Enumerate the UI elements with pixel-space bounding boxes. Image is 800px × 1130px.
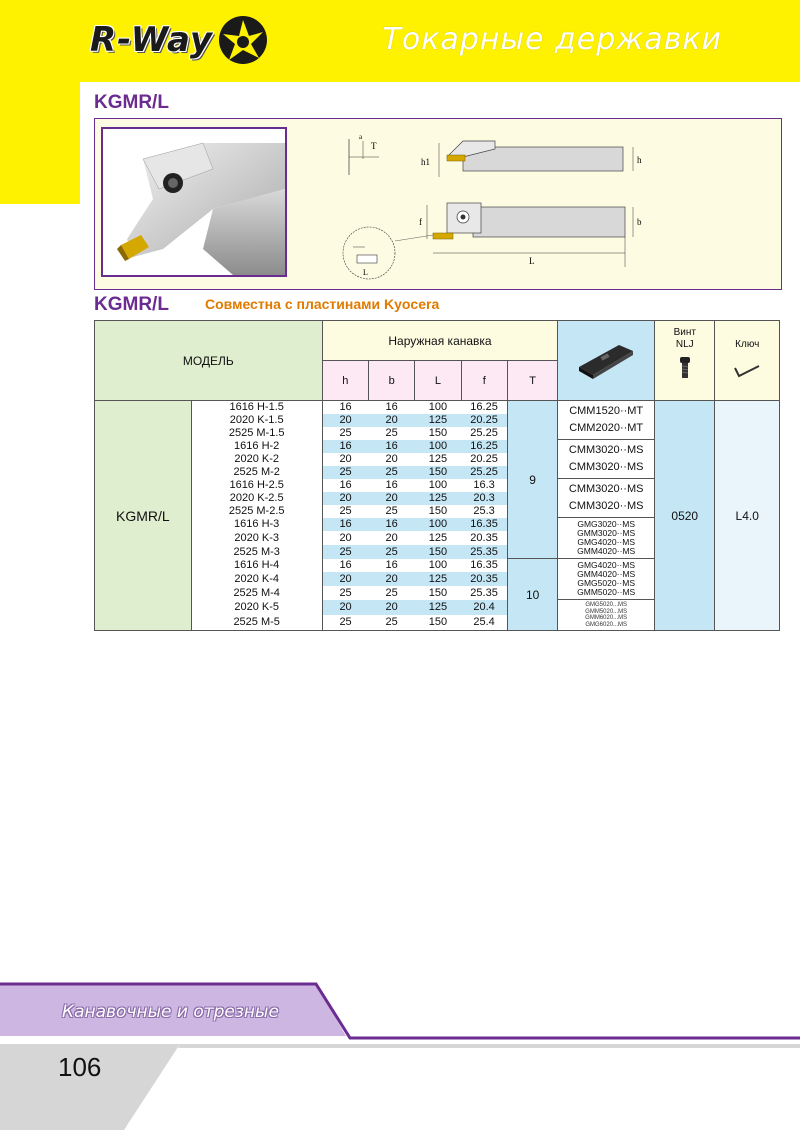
cell-h: 25 xyxy=(322,586,368,600)
cell-b: 16 xyxy=(368,559,414,573)
header-external-groove: Наружная канавка xyxy=(322,321,558,361)
cell-f: 20.35 xyxy=(461,531,507,545)
label-a: a xyxy=(359,133,363,141)
cell-f: 16.25 xyxy=(461,440,507,453)
cell-b: 16 xyxy=(368,440,414,453)
product-photo xyxy=(101,127,287,277)
cell-b: 16 xyxy=(368,518,414,532)
logo-mark-icon xyxy=(217,14,269,66)
header-key xyxy=(715,321,780,401)
cell-L: 150 xyxy=(415,615,461,631)
cell-f: 16.3 xyxy=(461,479,507,492)
cell-h: 25 xyxy=(322,427,368,440)
cell-f: 25.35 xyxy=(461,545,507,559)
cell-h: 25 xyxy=(322,545,368,559)
table-row-code: 2525 M-5 xyxy=(191,615,322,631)
cell-f: 20.4 xyxy=(461,600,507,615)
model-name-cell: KGMR/L xyxy=(95,401,192,631)
insert-item: GMG4020··MS xyxy=(577,560,635,570)
cell-b: 20 xyxy=(368,414,414,427)
cell-L: 125 xyxy=(415,414,461,427)
insert-group-2 xyxy=(558,440,655,479)
table-row-code: 1616 H-2 xyxy=(191,440,322,453)
cell-L: 125 xyxy=(415,531,461,545)
screw-value-cell: 0520 xyxy=(655,401,715,631)
insert-group-5 xyxy=(558,559,655,600)
label-L: L xyxy=(529,256,535,266)
table-row-code: 1616 H-4 xyxy=(191,559,322,573)
cell-L: 125 xyxy=(415,600,461,615)
header-side-block xyxy=(0,82,80,204)
insert-item: GMG5020...MS xyxy=(585,602,628,608)
cell-L: 150 xyxy=(415,427,461,440)
insert-item: CMM2020··MT xyxy=(569,422,644,434)
insert-item: GMM5020...MS xyxy=(585,608,628,615)
dimension-drawing-svg xyxy=(335,127,675,283)
table-row-code: 2020 K-3 xyxy=(191,531,322,545)
table-row-code: 2525 M-2 xyxy=(191,466,322,479)
insert-item: GMM3020··MS xyxy=(577,528,636,538)
cell-b: 25 xyxy=(368,427,414,440)
cell-L: 100 xyxy=(415,518,461,532)
insert-group-6 xyxy=(558,600,655,631)
cell-b: 20 xyxy=(368,531,414,545)
cell-L: 125 xyxy=(415,572,461,586)
insert-item: GMG6020...MS xyxy=(585,621,628,628)
header-screw-line1: Винт xyxy=(673,327,696,338)
drawing-panel xyxy=(94,118,782,290)
header-title: Токарные державки xyxy=(382,22,722,57)
section-title-2: KGMR/L xyxy=(94,294,169,315)
header-model: МОДЕЛЬ xyxy=(95,321,323,401)
cell-L: 100 xyxy=(415,479,461,492)
header-key-label: Ключ xyxy=(735,339,760,350)
cell-f: 16.35 xyxy=(461,559,507,573)
insert-item: CMM3020··MS xyxy=(568,461,644,473)
cell-h: 16 xyxy=(322,559,368,573)
cell-h: 25 xyxy=(322,615,368,631)
table-row-code: 2525 M-3 xyxy=(191,545,322,559)
cell-f: 20.35 xyxy=(461,572,507,586)
cell-b: 20 xyxy=(368,453,414,466)
cell-f: 25.35 xyxy=(461,586,507,600)
column-f: f xyxy=(461,361,507,401)
table-row-code: 2020 K-2 xyxy=(191,453,322,466)
cell-h: 20 xyxy=(322,600,368,615)
label-f: f xyxy=(419,217,422,227)
section-subtitle: Совместна с пластинами Kyocera xyxy=(205,296,440,312)
insert-icon xyxy=(571,337,641,381)
insert-group-1 xyxy=(558,401,655,440)
insert-group-4 xyxy=(558,518,655,559)
insert-item: CMM3020··MS xyxy=(568,500,644,512)
cell-f: 16.35 xyxy=(461,518,507,532)
table-row-code: 2525 M-1.5 xyxy=(191,427,322,440)
dimension-drawing xyxy=(335,127,675,283)
cell-b: 25 xyxy=(368,545,414,559)
insert-item: CMM3020··MS xyxy=(568,483,644,495)
cell-h: 16 xyxy=(322,401,368,414)
insert-item: CMM1520··MT xyxy=(569,405,644,417)
cell-b: 16 xyxy=(368,479,414,492)
label-T: T xyxy=(371,141,377,151)
cell-b: 20 xyxy=(368,600,414,615)
cell-f: 25.25 xyxy=(461,427,507,440)
cell-b: 20 xyxy=(368,492,414,505)
cell-f: 20.3 xyxy=(461,492,507,505)
insert-item: GMM4020··MS xyxy=(577,546,636,556)
detail-label-L: L xyxy=(363,268,368,277)
cell-b: 25 xyxy=(368,466,414,479)
insert-item: CMM3020··MS xyxy=(568,444,644,456)
spec-table xyxy=(94,320,780,631)
cell-h: 25 xyxy=(322,466,368,479)
insert-item: GMG3020··MS xyxy=(577,519,635,529)
header-insert-image xyxy=(558,321,655,401)
insert-item: GMM6020...MS xyxy=(585,615,628,621)
cell-f: 25.4 xyxy=(461,615,507,631)
cell-h: 20 xyxy=(322,572,368,586)
column-h: h xyxy=(322,361,368,401)
cell-f: 16.25 xyxy=(461,401,507,414)
table-row-code: 1616 H-1.5 xyxy=(191,401,322,414)
cell-h: 25 xyxy=(322,505,368,518)
table-row-code: 2020 K-5 xyxy=(191,600,322,615)
cell-h: 20 xyxy=(322,414,368,427)
cell-L: 100 xyxy=(415,401,461,414)
cell-h: 20 xyxy=(322,531,368,545)
insert-item: GMM4020··MS xyxy=(577,569,636,579)
column-T: T xyxy=(507,361,557,401)
hex-key-icon xyxy=(733,360,761,380)
cell-h: 16 xyxy=(322,518,368,532)
header-screw xyxy=(655,321,715,401)
cell-L: 100 xyxy=(415,559,461,573)
key-value-cell: L4.0 xyxy=(715,401,780,631)
logo-text: R-Way xyxy=(90,20,214,60)
logo xyxy=(90,14,269,66)
screw-icon xyxy=(677,357,693,379)
cell-T-group1: 9 xyxy=(507,401,557,559)
cell-L: 150 xyxy=(415,466,461,479)
cell-b: 25 xyxy=(368,505,414,518)
cell-L: 125 xyxy=(415,453,461,466)
cell-L: 150 xyxy=(415,545,461,559)
column-L: L xyxy=(415,361,461,401)
cell-h: 16 xyxy=(322,479,368,492)
cell-f: 25.3 xyxy=(461,505,507,518)
table-row-code: 2020 K-4 xyxy=(191,572,322,586)
label-h1: h1 xyxy=(421,157,430,167)
cell-h: 20 xyxy=(322,492,368,505)
section-title: KGMR/L xyxy=(94,92,169,113)
insert-item: GMG5020··MS xyxy=(577,578,635,588)
table-row-code: 1616 H-3 xyxy=(191,518,322,532)
cell-f: 20.25 xyxy=(461,414,507,427)
page-number: 106 xyxy=(58,1052,102,1082)
footer-title: Канавочные и отрезные xyxy=(62,1002,279,1022)
cell-L: 150 xyxy=(415,586,461,600)
cell-f: 25.25 xyxy=(461,466,507,479)
table-row-code: 2020 K-1.5 xyxy=(191,414,322,427)
insert-group-3 xyxy=(558,479,655,518)
tool-holder-photo xyxy=(103,129,285,275)
cell-L: 150 xyxy=(415,505,461,518)
table-row-code: 2525 M-4 xyxy=(191,586,322,600)
label-h: h xyxy=(637,155,642,165)
label-b: b xyxy=(637,217,642,227)
cell-h: 20 xyxy=(322,453,368,466)
column-b: b xyxy=(368,361,414,401)
table-row-code: 2525 M-2.5 xyxy=(191,505,322,518)
cell-b: 25 xyxy=(368,615,414,631)
insert-item: GMM5020··MS xyxy=(577,587,636,597)
table-row-code: 1616 H-2.5 xyxy=(191,479,322,492)
insert-item: GMG4020··MS xyxy=(577,537,635,547)
header-screw-line2: NLJ xyxy=(675,339,694,350)
cell-f: 20.25 xyxy=(461,453,507,466)
cell-L: 100 xyxy=(415,440,461,453)
cell-b: 25 xyxy=(368,586,414,600)
table-row-code: 2020 K-2.5 xyxy=(191,492,322,505)
cell-b: 20 xyxy=(368,572,414,586)
cell-h: 16 xyxy=(322,440,368,453)
cell-T-group2: 10 xyxy=(507,559,557,631)
cell-b: 16 xyxy=(368,401,414,414)
cell-L: 125 xyxy=(415,492,461,505)
footer xyxy=(0,980,800,1130)
